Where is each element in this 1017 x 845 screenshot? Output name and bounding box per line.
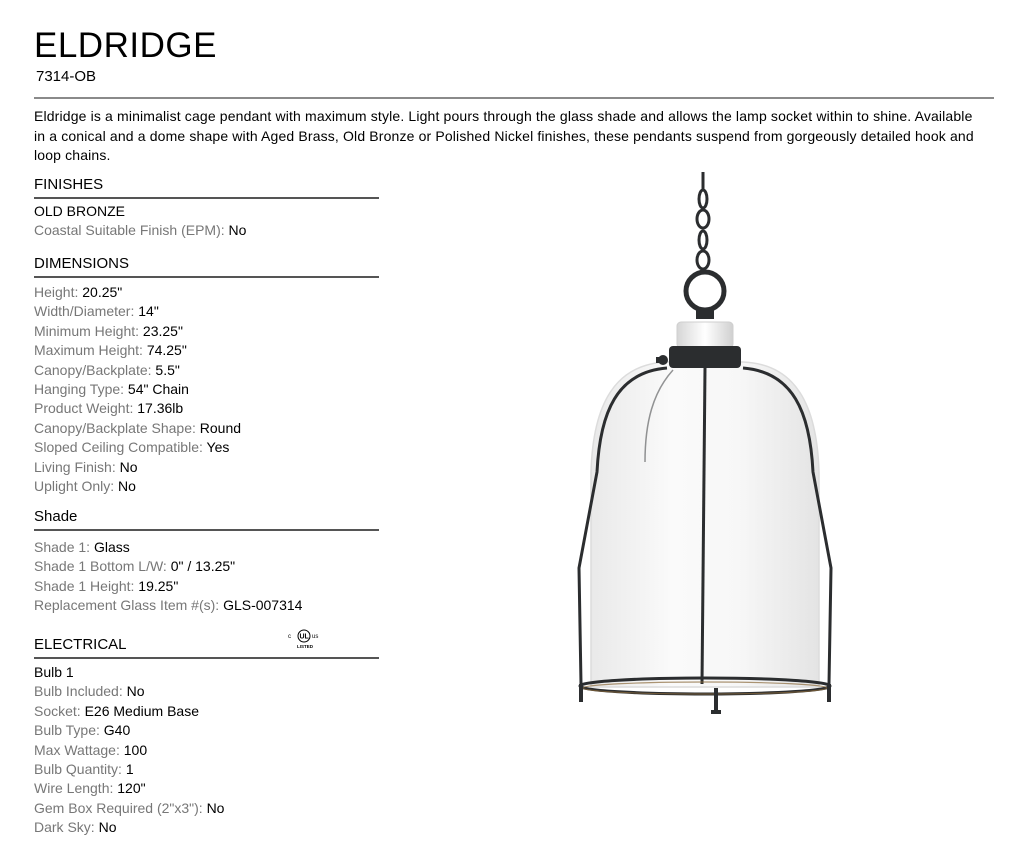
spec-row: [34, 799, 379, 818]
spec-value: 19.25": [138, 577, 179, 594]
spec-row: [34, 721, 379, 740]
spec-label: Canopy/Backplate:: [34, 361, 152, 378]
spec-label: Product Weight:: [34, 400, 134, 417]
spec-label: Max Wattage:: [34, 741, 120, 758]
spec-row: [34, 760, 379, 779]
spec-label: Wire Length:: [34, 780, 114, 797]
spec-label: Shade 1 Bottom L/W:: [34, 558, 167, 575]
spec-label: Sloped Ceiling Compatible:: [34, 439, 203, 456]
product-sku: 7314-OB: [36, 68, 97, 85]
spec-row: [34, 557, 379, 576]
dimensions-header: DIMENSIONS: [34, 256, 379, 278]
spec-value: G40: [103, 722, 131, 739]
electrical-header-label: ELECTRICAL: [34, 636, 127, 653]
spec-row: [34, 399, 379, 418]
spec-value: No: [118, 478, 136, 495]
spec-value: 120": [117, 780, 146, 797]
spec-label: Height:: [34, 284, 79, 300]
spec-label: Shade 1:: [34, 539, 91, 555]
spec-row: [34, 779, 379, 798]
spec-label: Shade 1 Height:: [34, 577, 135, 594]
spec-row: [34, 341, 379, 360]
pendant-lamp-image: [555, 172, 855, 722]
shade-header: Shade: [34, 509, 379, 531]
header-divider: [34, 97, 994, 99]
spec-row: [34, 458, 379, 477]
spec-row: [34, 283, 379, 302]
spec-value: 5.5": [155, 361, 180, 378]
spec-value: Yes: [206, 439, 230, 456]
spec-row: [34, 682, 379, 701]
ul-listed-text: LISTED: [297, 644, 314, 649]
spec-label: Canopy/Backplate Shape:: [34, 419, 196, 436]
spec-label: Replacement Glass Item #(s):: [34, 597, 220, 614]
electrical-section: [34, 633, 379, 838]
spec-value: 100: [123, 741, 148, 758]
spec-value: 1: [125, 761, 134, 778]
spec-label: Uplight Only:: [34, 478, 115, 495]
spec-label: Coastal Suitable Finish (EPM):: [34, 222, 225, 239]
spec-row: [34, 577, 379, 596]
spec-value: 23.25": [142, 322, 183, 339]
ul-c-text: c: [288, 634, 291, 640]
spec-row: [34, 380, 379, 399]
spec-value: No: [228, 222, 247, 239]
spec-row: [34, 361, 379, 380]
spec-value: No: [206, 799, 225, 816]
spec-label: Bulb Quantity:: [34, 761, 122, 778]
spec-row: [34, 538, 379, 557]
spec-value: 17.36lb: [137, 400, 184, 417]
spec-value: GLS-007314: [223, 597, 303, 614]
spec-label: Socket:: [34, 702, 81, 719]
spec-value: Round: [199, 419, 242, 436]
product-title: ELDRIDGE: [34, 26, 217, 65]
spec-value: 54" Chain: [127, 381, 189, 398]
product-description: Eldridge is a minimalist cage pendant with maximum style. Light pours through the glass shade and allows the lamp socket within to shine. Available in a conical and a dome shape with Aged Brass, Old Bronze or Polished Nickel finishes, these pendants suspend from gorgeously detailed hook and loop chains.: [34, 108, 974, 163]
ul-us-text: us: [312, 634, 319, 640]
spec-value: No: [126, 683, 145, 700]
spec-label: Living Finish:: [34, 458, 116, 475]
spec-label: Minimum Height:: [34, 322, 140, 339]
dimensions-section: [34, 256, 379, 496]
spec-label: Dark Sky:: [34, 819, 95, 836]
ul-center-text: UL: [299, 633, 309, 641]
spec-row: [34, 818, 379, 837]
spec-row: [34, 438, 379, 457]
spec-value: 14": [138, 303, 159, 320]
finishes-section: [34, 177, 379, 241]
spec-label: Gem Box Required (2"x3"):: [34, 799, 203, 816]
ul-listed-icon: [286, 629, 322, 651]
spec-row: [34, 221, 379, 240]
spec-value: Glass: [93, 539, 130, 555]
spec-label: Hanging Type:: [34, 381, 125, 398]
spec-label: Width/Diameter:: [34, 303, 135, 320]
spec-value: No: [119, 458, 138, 475]
finish-name: OLD BRONZE: [34, 203, 126, 219]
spec-row: [34, 596, 379, 615]
spec-row: [34, 302, 379, 321]
electrical-header: [34, 633, 379, 659]
spec-row: [34, 477, 379, 496]
spec-value: No: [98, 819, 117, 836]
spec-value: 0" / 13.25": [170, 558, 236, 575]
spec-label: Bulb Type:: [34, 722, 100, 739]
spec-label: Maximum Height:: [34, 342, 143, 359]
spec-row: [34, 702, 379, 721]
spec-label: Bulb Included:: [34, 683, 123, 700]
spec-row: [34, 419, 379, 438]
finishes-header: FINISHES: [34, 177, 379, 199]
shade-section: [34, 509, 379, 616]
spec-value: 20.25": [82, 284, 123, 300]
spec-row: [34, 741, 379, 760]
bulb-title: Bulb 1: [34, 664, 74, 680]
spec-value: 74.25": [146, 342, 187, 359]
spec-value: E26 Medium Base: [84, 702, 199, 719]
spec-row: [34, 322, 379, 341]
